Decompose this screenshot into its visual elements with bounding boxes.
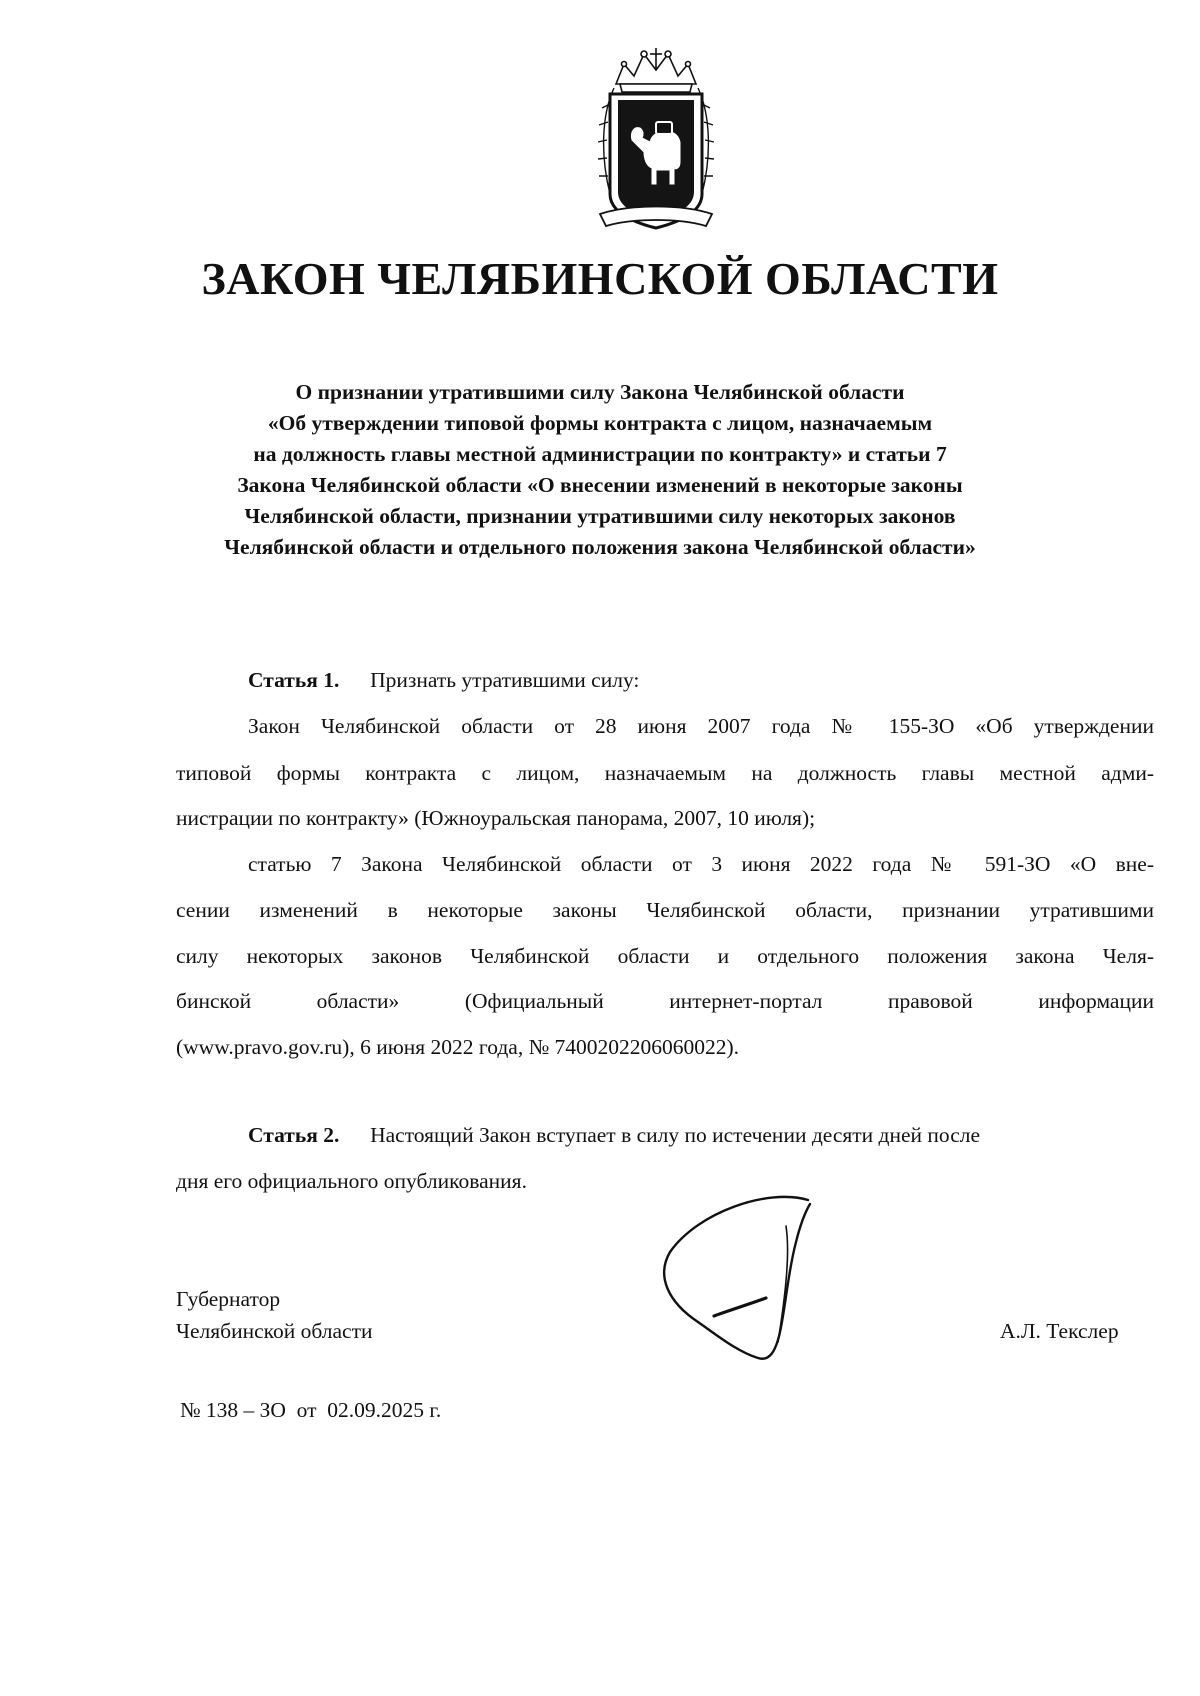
- article-1-line: типовой формы контракта с лицом, назначаемым на должность главы местной адми-: [176, 761, 1154, 785]
- article-1-line: бинской области» (Официальный интернет-портал правовой информации: [176, 989, 1154, 1013]
- subtitle-line: на должность главы местной администрации по контракту» и статьи 7: [253, 442, 947, 466]
- article-2-line: Настоящий Закон вступает в силу по истечении десяти дней после: [370, 1123, 981, 1147]
- signer-name: А.Л. Текслер: [1000, 1319, 1119, 1343]
- article-1-line: Закон Челябинской области от 28 июня 2007 года № 155-ЗО «Об утверждении: [248, 714, 1154, 738]
- article-1-lead: Признать утратившими силу:: [370, 668, 640, 692]
- article-2-label: Статья 2.: [248, 1123, 340, 1147]
- subtitle-line: Закона Челябинской области «О внесении изменений в некоторые законы: [237, 473, 963, 497]
- signer-position-line: Губернатор: [176, 1287, 281, 1311]
- subtitle-line: Челябинской области и отдельного положения закона Челябинской области»: [224, 535, 976, 559]
- article-1-line: статью 7 Закона Челябинской области от 3 июня 2022 года № 591-ЗО «О вне-: [248, 852, 1154, 876]
- signer-position: [176, 1283, 372, 1347]
- article-1-line: силу некоторых законов Челябинской области и отдельного положения закона Челя-: [176, 944, 1154, 968]
- subtitle-line: «Об утверждении типовой формы контракта с лицом, назначаемым: [267, 411, 933, 435]
- law-title: ЗАКОН ЧЕЛЯБИНСКОЙ ОБЛАСТИ: [201, 253, 999, 304]
- article-2-first-line: [248, 1123, 1154, 1148]
- article-1-line: нистрации по контракту» (Южноуральская панорама, 2007, 10 июля);: [176, 806, 816, 830]
- law-number-date: № 138 – ЗО от 02.09.2025 г.: [180, 1398, 442, 1422]
- article-2-line: дня его официального опубликования.: [176, 1169, 527, 1193]
- coat-of-arms-emblem: [580, 44, 732, 234]
- article-1-label: Статья 1.: [248, 668, 340, 692]
- article-1-heading-line: [248, 668, 639, 693]
- article-1-line: сении изменений в некоторые законы Челябинской области, признании утратившими: [176, 898, 1154, 922]
- law-subtitle: [190, 377, 1010, 563]
- signer-position-line: Челябинской области: [176, 1319, 373, 1343]
- subtitle-line: О признании утратившими силу Закона Челябинской области: [295, 380, 905, 404]
- article-1-line: (www.pravo.gov.ru), 6 июня 2022 года, № 7400202206060022).: [176, 1035, 739, 1059]
- subtitle-line: Челябинской области, признании утратившими силу некоторых законов: [244, 504, 956, 528]
- signature: [658, 1192, 848, 1360]
